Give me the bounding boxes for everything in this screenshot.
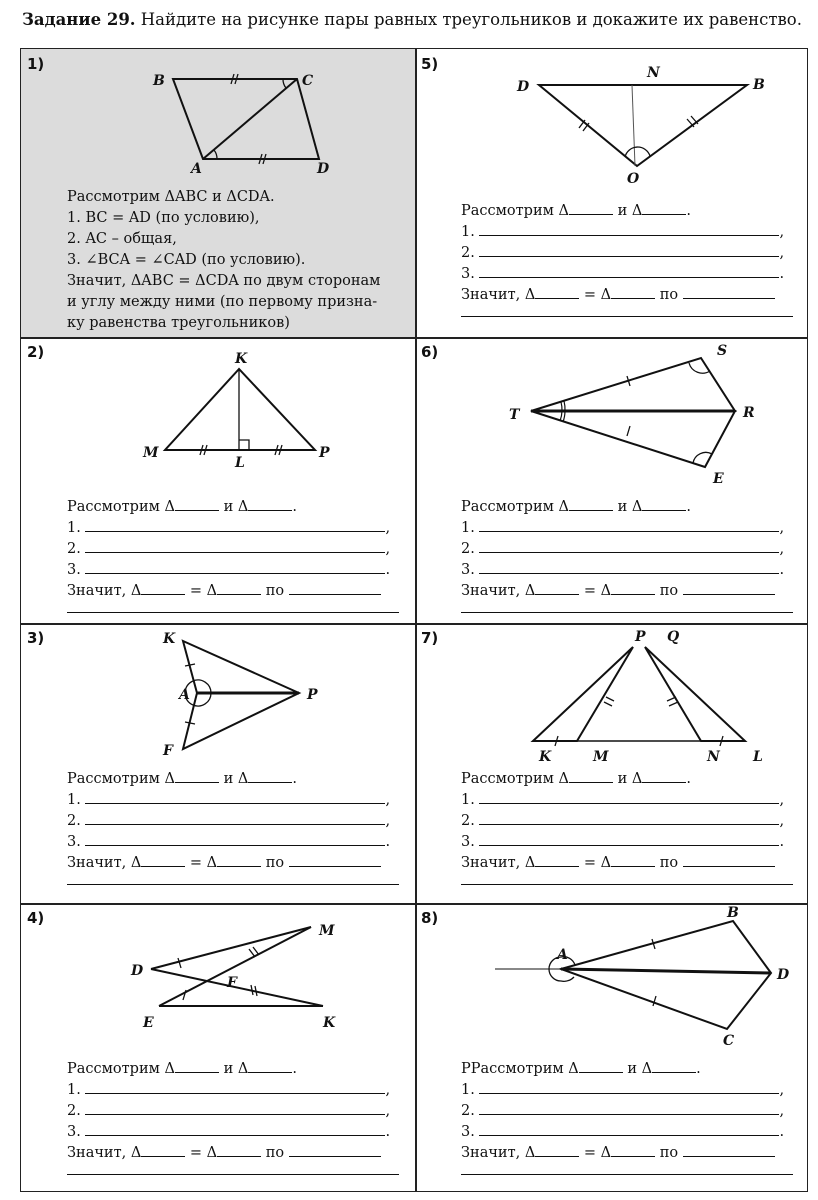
task-number: Задание 29. xyxy=(22,10,136,29)
problem-7-line-3: 3. . xyxy=(461,830,793,851)
problem-8-blank-triangle-2[interactable] xyxy=(652,1057,696,1073)
problem-1-number: 1) xyxy=(27,55,45,73)
problem-5-label-o: O xyxy=(627,171,640,187)
problem-8-blank-item-2[interactable] xyxy=(479,1099,779,1115)
problem-1-label-b: B xyxy=(153,73,165,89)
problem-4-line-2: 2. , xyxy=(67,1099,399,1120)
problem-5-blank-continuation[interactable] xyxy=(461,304,793,317)
problem-6-line-hence: Значит, Δ = Δ по xyxy=(461,579,793,600)
problem-6-blank-triangle-1[interactable] xyxy=(569,495,613,511)
problem-1-line-2: 1. BC = AD (по условию), xyxy=(67,210,260,226)
problem-4-label-d: D xyxy=(131,963,144,979)
problem-8-blank-item-3[interactable] xyxy=(479,1120,779,1136)
problem-2-answer xyxy=(67,495,399,613)
problem-5-line-consider: Рассмотрим Δ и Δ . xyxy=(461,199,793,220)
problem-7-line-consider: Рассмотрим Δ и Δ . xyxy=(461,767,793,788)
problem-7-blank-result-1[interactable] xyxy=(535,851,579,867)
problem-2-blank-result-1[interactable] xyxy=(141,579,185,595)
problem-6-label-e: E xyxy=(713,471,724,487)
problem-2-blank-triangle-2[interactable] xyxy=(248,495,292,511)
problem-6-blank-criterion[interactable] xyxy=(683,579,775,595)
problem-2-blank-continuation[interactable] xyxy=(67,600,399,613)
problem-6-label-r: R xyxy=(743,405,755,421)
task-title xyxy=(22,10,802,29)
problem-8-label-a: A xyxy=(557,947,568,963)
problem-2-blank-criterion[interactable] xyxy=(289,579,381,595)
problem-1-line-5: Значит, ΔABC = ΔCDA по двум сторонам xyxy=(67,273,381,289)
problem-2-label-k: K xyxy=(235,351,248,367)
problem-6-line-2: 2. , xyxy=(461,537,793,558)
problem-7-label-l: L xyxy=(753,749,763,765)
problem-4-label-f: F xyxy=(227,975,237,991)
problem-7-answer xyxy=(461,767,793,885)
problem-7-number: 7) xyxy=(421,629,439,647)
problem-7-line-hence: Значит, Δ = Δ по xyxy=(461,851,793,872)
problem-3-blank-criterion[interactable] xyxy=(289,851,381,867)
problem-2-label-p: P xyxy=(319,445,330,461)
problem-6-line-1: 1. , xyxy=(461,516,793,537)
problem-1-figure xyxy=(21,49,415,189)
problem-8-blank-continuation[interactable] xyxy=(461,1162,793,1175)
problem-3-blank-result-2[interactable] xyxy=(217,851,261,867)
problem-3-blank-item-1[interactable] xyxy=(85,788,385,804)
problem-4-number: 4) xyxy=(27,909,45,927)
problem-4-label-m: M xyxy=(319,923,335,939)
task-text: Найдите на рисунке пары равных треугольников и докажите их равенство. xyxy=(140,10,802,29)
problem-8-blank-item-1[interactable] xyxy=(479,1078,779,1094)
problem-3-number: 3) xyxy=(27,629,45,647)
problem-8-line-consider: РРассмотрим Δ и Δ . xyxy=(461,1057,793,1078)
problem-8-blank-result-1[interactable] xyxy=(535,1141,579,1157)
problem-4-blank-triangle-2[interactable] xyxy=(248,1057,292,1073)
problem-2-line-1: 1. , xyxy=(67,516,399,537)
problem-8-answer xyxy=(461,1057,793,1175)
problem-2-blank-item-3[interactable] xyxy=(85,558,385,574)
problem-2-number: 2) xyxy=(27,343,45,361)
problem-7-label-q: Q xyxy=(667,629,680,645)
problem-5-blank-triangle-1[interactable] xyxy=(569,199,613,215)
problem-6-figure xyxy=(415,337,809,487)
problem-1-line-7: ку равенства треугольников) xyxy=(67,315,290,331)
problem-5-blank-triangle-2[interactable] xyxy=(642,199,686,215)
problem-1-line-3: 2. AC – общая, xyxy=(67,231,177,247)
problem-5-line-hence: Значит, Δ = Δ по xyxy=(461,283,793,304)
problem-4-blank-item-1[interactable] xyxy=(85,1078,385,1094)
problem-5-blank-result-2[interactable] xyxy=(611,283,655,299)
problem-5-line-1: 1. , xyxy=(461,220,793,241)
problem-1-label-a: A xyxy=(191,161,202,177)
problem-3-line-hence: Значит, Δ = Δ по xyxy=(67,851,399,872)
problem-8-blank-result-2[interactable] xyxy=(611,1141,655,1157)
problem-8-line-hence: Значит, Δ = Δ по xyxy=(461,1141,793,1162)
problem-7-line-1: 1. , xyxy=(461,788,793,809)
problem-4-blank-criterion[interactable] xyxy=(289,1141,381,1157)
problem-3-line-3: 3. . xyxy=(67,830,399,851)
problem-8-line-3: 3. . xyxy=(461,1120,793,1141)
problem-4-line-consider: Рассмотрим Δ и Δ . xyxy=(67,1057,399,1078)
problem-3-line-1: 1. , xyxy=(67,788,399,809)
problem-5-label-d: D xyxy=(517,79,530,95)
problem-2-blank-triangle-1[interactable] xyxy=(175,495,219,511)
problem-2-line-3: 3. . xyxy=(67,558,399,579)
problem-7-line-2: 2. , xyxy=(461,809,793,830)
problem-7-blank-item-1[interactable] xyxy=(479,788,779,804)
problem-7-label-k: K xyxy=(539,749,552,765)
problem-8-label-d: D xyxy=(777,967,790,983)
problem-5-line-3: 3. . xyxy=(461,262,793,283)
problem-7-blank-criterion[interactable] xyxy=(683,851,775,867)
problem-4-blank-continuation[interactable] xyxy=(67,1162,399,1175)
problem-2-line-consider: Рассмотрим Δ и Δ . xyxy=(67,495,399,516)
problem-3-answer xyxy=(67,767,399,885)
problem-4-line-3: 3. . xyxy=(67,1120,399,1141)
problem-3-line-consider: Рассмотрим Δ и Δ . xyxy=(67,767,399,788)
problem-7-label-m: M xyxy=(593,749,609,765)
problem-3-figure xyxy=(21,623,415,763)
problem-6-blank-triangle-2[interactable] xyxy=(642,495,686,511)
problem-3-label-a: A xyxy=(179,687,190,703)
problem-3-blank-triangle-1[interactable] xyxy=(175,767,219,783)
problem-5-label-b: B xyxy=(753,77,765,93)
problem-1-label-d: D xyxy=(317,161,330,177)
problem-3-line-2: 2. , xyxy=(67,809,399,830)
problem-1-solution xyxy=(67,187,380,334)
problem-1-label-c: C xyxy=(302,73,314,89)
problem-3-label-p: P xyxy=(307,687,318,703)
problem-8-line-2: 2. , xyxy=(461,1099,793,1120)
problem-3-blank-triangle-2[interactable] xyxy=(248,767,292,783)
problem-6-answer xyxy=(461,495,793,613)
problem-5-blank-criterion[interactable] xyxy=(683,283,775,299)
problem-7-blank-item-2[interactable] xyxy=(479,809,779,825)
problem-4-blank-item-2[interactable] xyxy=(85,1099,385,1115)
problem-6-blank-result-1[interactable] xyxy=(535,579,579,595)
problem-2-label-m: M xyxy=(143,445,159,461)
problem-6-blank-item-2[interactable] xyxy=(479,537,779,553)
problem-5-blank-item-2[interactable] xyxy=(479,241,779,257)
problem-5-blank-item-3[interactable] xyxy=(479,262,779,278)
problem-6-blank-item-3[interactable] xyxy=(479,558,779,574)
problem-3-blank-item-3[interactable] xyxy=(85,830,385,846)
problem-8-label-c: C xyxy=(723,1033,735,1049)
problem-8-label-b: B xyxy=(727,905,739,921)
problems-grid xyxy=(20,48,808,1192)
problem-7-blank-result-2[interactable] xyxy=(611,851,655,867)
problem-2-label-l: L xyxy=(235,455,245,471)
problem-3-blank-continuation[interactable] xyxy=(67,872,399,885)
problem-1-line-1: Рассмотрим ΔABC и ΔCDA. xyxy=(67,189,275,205)
problem-5-blank-item-1[interactable] xyxy=(479,220,779,236)
problem-4-blank-triangle-1[interactable] xyxy=(175,1057,219,1073)
problem-5-number: 5) xyxy=(421,55,439,73)
problem-4-figure xyxy=(21,903,415,1043)
problem-3-blank-result-1[interactable] xyxy=(141,851,185,867)
problem-4-label-k: K xyxy=(323,1015,336,1031)
problem-4-line-hence: Значит, Δ = Δ по xyxy=(67,1141,399,1162)
problem-5-label-n: N xyxy=(647,65,660,81)
problem-7-label-p: P xyxy=(635,629,646,645)
problem-8-line-1: 1. , xyxy=(461,1078,793,1099)
problem-2-blank-item-1[interactable] xyxy=(85,516,385,532)
problem-8-blank-triangle-1[interactable] xyxy=(579,1057,623,1073)
problem-6-blank-result-2[interactable] xyxy=(611,579,655,595)
problem-4-answer xyxy=(67,1057,399,1175)
problem-7-blank-triangle-2[interactable] xyxy=(642,767,686,783)
problem-7-blank-continuation[interactable] xyxy=(461,872,793,885)
problem-3-label-k: K xyxy=(163,631,176,647)
problem-3-blank-item-2[interactable] xyxy=(85,809,385,825)
problem-4-blank-result-2[interactable] xyxy=(217,1141,261,1157)
problem-8-number: 8) xyxy=(421,909,439,927)
problem-8-figure xyxy=(415,903,809,1049)
problem-5-figure xyxy=(415,49,809,189)
problem-2-figure xyxy=(21,337,415,477)
problem-5-line-2: 2. , xyxy=(461,241,793,262)
problem-8-blank-criterion[interactable] xyxy=(683,1141,775,1157)
problem-4-blank-result-1[interactable] xyxy=(141,1141,185,1157)
problem-7-blank-triangle-1[interactable] xyxy=(569,767,613,783)
problem-4-line-1: 1. , xyxy=(67,1078,399,1099)
problem-1-line-6: и углу между ними (по первому призна- xyxy=(67,294,378,310)
problem-2-line-hence: Значит, Δ = Δ по xyxy=(67,579,399,600)
problem-1-line-4: 3. ∠BCA = ∠CAD (по условию). xyxy=(67,252,306,268)
problem-6-blank-continuation[interactable] xyxy=(461,600,793,613)
problem-6-blank-item-1[interactable] xyxy=(479,516,779,532)
problem-6-line-consider: Рассмотрим Δ и Δ . xyxy=(461,495,793,516)
problem-7-label-n: N xyxy=(707,749,720,765)
problem-5-blank-result-1[interactable] xyxy=(535,283,579,299)
problem-7-blank-item-3[interactable] xyxy=(479,830,779,846)
problem-7-figure xyxy=(415,623,809,763)
problem-2-blank-item-2[interactable] xyxy=(85,537,385,553)
problem-4-label-e: E xyxy=(143,1015,154,1031)
problem-6-number: 6) xyxy=(421,343,439,361)
problem-5-answer xyxy=(461,199,793,317)
problem-2-line-2: 2. , xyxy=(67,537,399,558)
problem-6-label-t: T xyxy=(509,407,520,423)
problem-3-label-f: F xyxy=(163,743,173,759)
problem-6-line-3: 3. . xyxy=(461,558,793,579)
problem-4-blank-item-3[interactable] xyxy=(85,1120,385,1136)
problem-6-label-s: S xyxy=(717,343,728,359)
problem-2-blank-result-2[interactable] xyxy=(217,579,261,595)
